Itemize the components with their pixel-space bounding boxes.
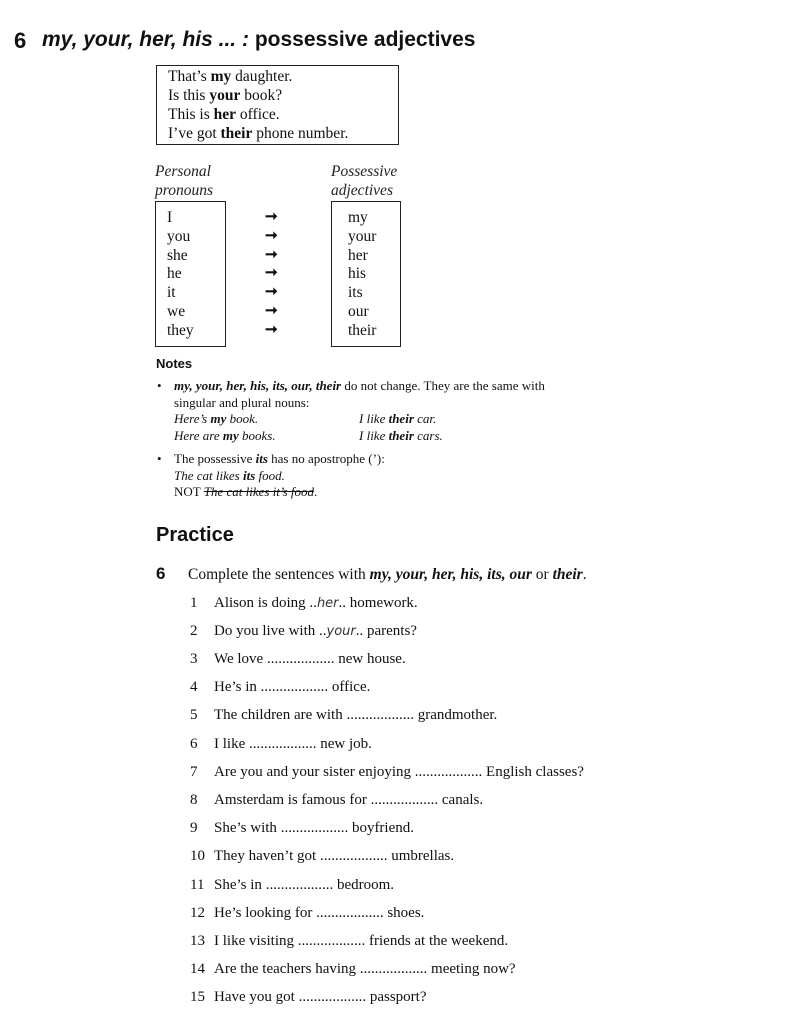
adjective: their — [348, 321, 377, 339]
answer-blank[interactable]: .................. — [316, 905, 384, 921]
note-example-row — [174, 428, 654, 445]
pronoun: it — [167, 284, 176, 302]
adjectives-box — [331, 201, 401, 347]
bullet-icon: • — [157, 378, 162, 393]
adjective: your — [348, 227, 377, 245]
pronoun: we — [167, 302, 186, 320]
exercise-item: 1 Alison is doing ..her.. homework. — [190, 595, 418, 611]
personal-pronouns-header — [155, 162, 213, 200]
exercise-item: 7 Are you and your sister enjoying .................. English classes? — [190, 764, 584, 780]
section-title-rest: possessive adjectives — [254, 28, 476, 51]
example-text: phone number. — [252, 125, 349, 142]
note-keywords: my, your, her, his, its, our, their — [174, 378, 342, 393]
exercise-item: 2 Do you live with ..your.. parents? — [190, 623, 417, 639]
exercise-item: 15 Have you got .................. passport? — [190, 989, 427, 1005]
arrow-icon: ➞ — [265, 227, 278, 244]
example-sentences-box — [156, 65, 399, 145]
arrow-icon: ➞ — [265, 321, 278, 338]
note-2 — [174, 451, 654, 501]
note-example: I like their cars. — [359, 427, 443, 443]
note-example: I like their car. — [359, 411, 437, 426]
notes-title: Notes — [156, 356, 193, 371]
answer-blank[interactable]: .................. — [414, 764, 483, 780]
header-line: Personal — [155, 163, 211, 180]
note-example-row — [174, 411, 654, 428]
example-text: That’s — [168, 68, 211, 85]
header-line: adjectives — [331, 182, 393, 199]
exercise-item: 3 We love .................. new house. — [190, 651, 406, 667]
header-line: Possessive — [331, 163, 398, 180]
answer-blank[interactable]: .................. — [359, 961, 428, 977]
note-line — [174, 378, 654, 395]
arrow-column — [265, 208, 278, 340]
answer-blank[interactable]: .................. — [298, 989, 367, 1005]
filled-answer[interactable]: her — [316, 596, 339, 611]
note-line: The possessive its has no apostrophe (’): — [174, 451, 385, 466]
exercise-item: 10 They haven’t got .................. umbrellas. — [190, 848, 455, 864]
header-line: pronouns — [155, 182, 213, 199]
example-text: Is this — [168, 87, 210, 104]
note-example: Here’s my book. — [174, 411, 259, 426]
adjective: its — [348, 284, 363, 302]
example-bold: my — [210, 68, 232, 85]
exercise-item: 8 Amsterdam is famous for .................. canals. — [190, 792, 484, 808]
note-example: Here are my books. — [174, 427, 276, 443]
answer-blank[interactable]: .................. — [249, 736, 317, 752]
adjective: our — [348, 302, 369, 320]
strikethrough-text: The cat likes it’s food — [203, 484, 314, 499]
pronouns-box — [155, 201, 226, 347]
example-text: book? — [240, 87, 283, 104]
section-title-italic: my, your, her, his ... : — [42, 28, 249, 51]
exercise-item: 6 I like .................. new job. — [190, 736, 372, 752]
exercise-item: 13 I like visiting .................. friends at the weekend. — [190, 933, 509, 949]
exercise-item: 5 The children are with .................. grandmother. — [190, 707, 498, 723]
answer-blank[interactable]: .................. — [346, 707, 414, 723]
note-example: The cat likes its food. — [174, 467, 285, 483]
example-bold: her — [213, 106, 237, 123]
arrow-icon: ➞ — [265, 209, 278, 225]
adjective: her — [348, 246, 368, 264]
example-bold: their — [220, 125, 253, 142]
exercise-item: 12 He’s looking for .................. shoes. — [190, 905, 425, 921]
exercise-item: 11 She’s in .................. bedroom. — [190, 877, 395, 893]
bullet-icon: • — [157, 451, 162, 466]
note-text: do not change. They are the same with — [341, 378, 545, 393]
example-text: I’ve got — [168, 125, 221, 142]
exercise-item: 4 He’s in .................. office. — [190, 679, 371, 695]
note-1 — [174, 378, 654, 444]
answer-blank[interactable]: .................. — [297, 933, 366, 949]
example-text: office. — [236, 106, 280, 123]
exercise-item: 9 She’s with .................. boyfriend. — [190, 820, 415, 836]
answer-blank[interactable]: .................. — [260, 679, 329, 695]
adjective: his — [348, 265, 367, 283]
pronoun: you — [167, 227, 191, 245]
example-text: daughter. — [231, 68, 293, 85]
example-line — [168, 105, 398, 124]
filled-answer[interactable]: your — [326, 624, 356, 639]
arrow-icon: ➞ — [265, 284, 278, 301]
pronoun: he — [167, 265, 182, 283]
example-text: This is — [168, 106, 214, 123]
exercise-number: 6 — [156, 564, 166, 583]
answer-blank[interactable]: .................. — [266, 651, 335, 667]
example-line — [168, 86, 398, 105]
answer-blank[interactable]: .................. — [265, 877, 334, 893]
example-line — [168, 67, 398, 86]
section-number: 6 — [14, 28, 27, 53]
section-title — [42, 28, 475, 52]
exercise-item: 14 Are the teachers having .................. meeting now? — [190, 961, 516, 977]
arrow-icon: ➞ — [265, 246, 278, 263]
adjective: my — [348, 209, 368, 226]
pronoun: they — [167, 321, 194, 339]
example-bold: your — [209, 87, 241, 104]
note-wrong-example: NOT The cat likes it’s food. — [174, 484, 318, 499]
example-line — [168, 124, 398, 143]
pronoun: I — [167, 209, 173, 226]
arrow-icon: ➞ — [265, 302, 278, 319]
answer-blank[interactable]: .................. — [280, 820, 349, 836]
answer-blank[interactable]: .................. — [370, 792, 439, 808]
pronoun: she — [167, 246, 188, 264]
practice-title: Practice — [156, 524, 234, 546]
possessive-adjectives-header — [331, 162, 397, 200]
exercise-instruction: Complete the sentences with my, your, her, his, its, our or their. — [188, 566, 587, 583]
answer-blank[interactable]: .................. — [319, 848, 388, 864]
note-line: singular and plural nouns: — [174, 394, 310, 410]
arrow-icon: ➞ — [265, 265, 278, 282]
